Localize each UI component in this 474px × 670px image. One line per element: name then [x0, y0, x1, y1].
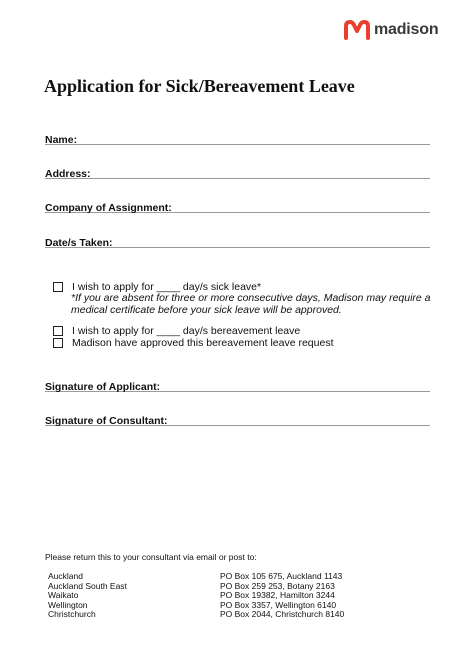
- office-address: PO Box 105 675, Auckland 1143: [220, 571, 343, 581]
- office-city: Wellington: [48, 599, 88, 610]
- return-instructions: Please return this to your consultant via email or post to:: [45, 552, 257, 562]
- office-row: [48, 610, 388, 620]
- madison-m-logo-icon: [344, 20, 370, 40]
- bereavement-leave-option: [53, 325, 300, 337]
- bereavement-approved-checkbox[interactable]: [53, 338, 63, 348]
- office-address-list: [48, 572, 388, 620]
- name-label: Name:: [45, 134, 78, 146]
- dates-label: Date/s Taken:: [45, 237, 113, 249]
- bereavement-approved-option: [53, 337, 334, 349]
- office-city: Auckland: [48, 571, 83, 581]
- dates-field[interactable]: [45, 233, 430, 248]
- name-field[interactable]: [45, 130, 430, 145]
- bereavement-leave-label: I wish to apply for ____ day/s bereavement leave: [72, 325, 301, 337]
- sick-leave-checkbox[interactable]: [53, 282, 63, 292]
- office-address: PO Box 3357, Wellington 6140: [220, 599, 337, 610]
- office-address: PO Box 2044, Christchurch 8140: [220, 609, 345, 619]
- page-title: Application for Sick/Bereavement Leave: [44, 76, 355, 96]
- consultant-signature-label: Signature of Consultant:: [45, 415, 168, 427]
- office-city: Auckland South East: [48, 580, 127, 591]
- medical-certificate-note: *If you are absent for three or more consecutive days, Madison may require a medical certificate before your sick leave will be approved.: [71, 292, 431, 316]
- office-row: [48, 582, 388, 592]
- office-city: Waikato: [48, 590, 79, 600]
- company-field[interactable]: [45, 198, 430, 213]
- applicant-signature-label: Signature of Applicant:: [45, 381, 161, 393]
- address-field[interactable]: [45, 164, 430, 179]
- office-address: PO Box 259 253, Botany 2163: [220, 580, 335, 591]
- applicant-signature-field[interactable]: [45, 377, 430, 392]
- sick-leave-label: I wish to apply for ____ day/s sick leave*: [72, 281, 262, 293]
- consultant-signature-field[interactable]: [45, 411, 430, 426]
- office-address: PO Box 19382, Hamilton 3244: [220, 590, 335, 600]
- company-label: Company of Assignment:: [45, 202, 172, 214]
- brand-name: madison: [374, 21, 439, 38]
- address-label: Address:: [45, 168, 91, 180]
- office-row: [48, 591, 388, 601]
- office-city: Christchurch: [48, 609, 96, 619]
- madison-logo: [344, 20, 438, 40]
- bereavement-approved-label: Madison have approved this bereavement leave request: [72, 337, 334, 349]
- bereavement-leave-checkbox[interactable]: [53, 326, 63, 336]
